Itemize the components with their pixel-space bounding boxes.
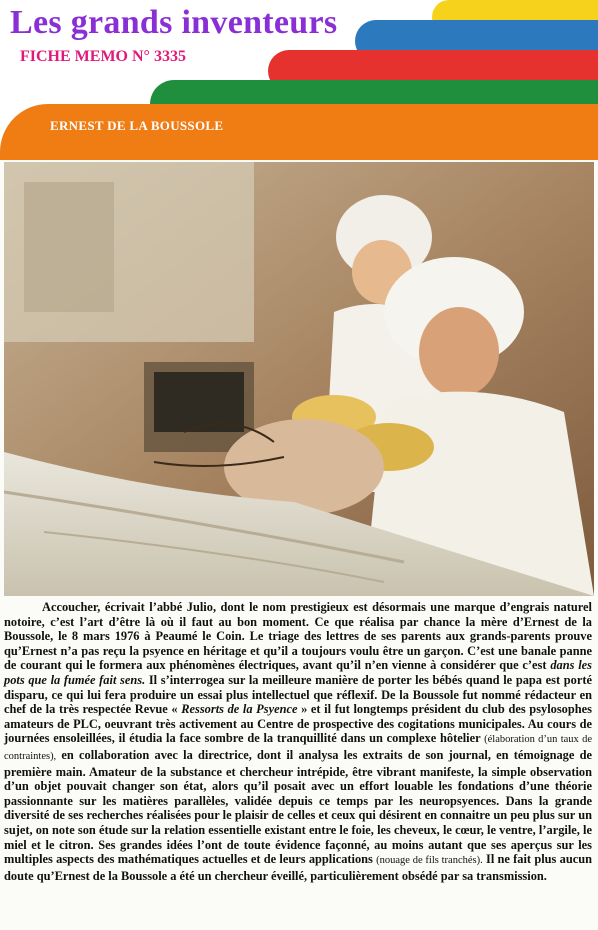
surgery-photo-illustration: [4, 162, 594, 596]
bio-part-1: Accoucher, écrivait l’abbé Julio, dont le nom prestigieux est désormais une marque d’engrais naturel notoire, c’est l’art d’être là où il faut au bon moment. Ce que réalisa par chance la mère d’Ernest de la Boussole, le 8 mars 1976 à Peaumé le Coin. Le triage des lettres de ses parents aux grands-parents prouve qu’Ernest n’a pas reçu la psyence en héritage et qu’il a toujours voulu être un garçon. C’est une banale panne de courant qui le formera aux phénomènes électriques, avant qu’il n’en vienne à considérer que c’est: [4, 600, 592, 673]
page-title: Les grands inventeurs: [10, 4, 338, 41]
bio-part-5: Il ne fait plus aucun doute qu’Ernest de la Boussole a été un chercheur éveillé, particulièrement obsédé par sa transmission.: [4, 852, 592, 883]
bio-small-2: (nouage de fils tranchés).: [376, 855, 483, 867]
biography-text: [4, 600, 592, 883]
bio-italic-1: dans les pots que la fumée fait sens.: [4, 658, 593, 687]
header-banner: [0, 0, 598, 160]
inventor-name: ERNEST DE LA BOUSSOLE: [50, 118, 224, 133]
memo-number: FICHE MEMO N° 3335: [20, 48, 186, 65]
bio-part-3: » et il fut longtemps président du club des psylosophes amateurs de PLC, oeuvrant très activement au Centre de prospective des cogitations municipales. Au cours de journées ensoleillées, il étudia la face sombre de la tranquillité dans un complexe hôtelier: [4, 702, 592, 746]
bio-small-1: (élaboration d’un taux de contraintes),: [4, 734, 592, 762]
surgery-photo: [4, 162, 594, 596]
bio-italic-2: Ressorts de la Psyence: [181, 702, 298, 717]
bio-part-2: Il s’interrogea sur la meilleure manière de porter les bébés quand le papa est porté disparu, ce qui lui fera produire un essai plus intellectuel que réflexif. De la Boussole fut nommé rédacteur en chef de la très respectée Revue «: [4, 672, 592, 717]
bio-part-4: en collaboration avec la directrice, dont il analysa les extraits de son journal, en témoignage de première main. Amateur de la substance et chercheur intrépide, être vibrant manifeste, la simple observation d’un objet pouvait changer son état, alors qu’il posait avec un effort louable les fondations d’une théorie passionnante sur les matières parallèles, validée depuis ce temps par les neuropsyences. Dans la grande diversité de ses recherches réalisées pour le plaisir de celles et ceux qui désirent en connaitre un peu plus sur un sujet, on note son étude sur la relation essentielle existant entre le foie, les cheveux, le cœur, le ventre, l’argile, le miel et le citron. Ses grandes idées l’ont de toute évidence façonné, au moins autant que ses aperçus sur les multiples aspects des mathématiques actuelles et de leurs applications: [4, 747, 592, 867]
